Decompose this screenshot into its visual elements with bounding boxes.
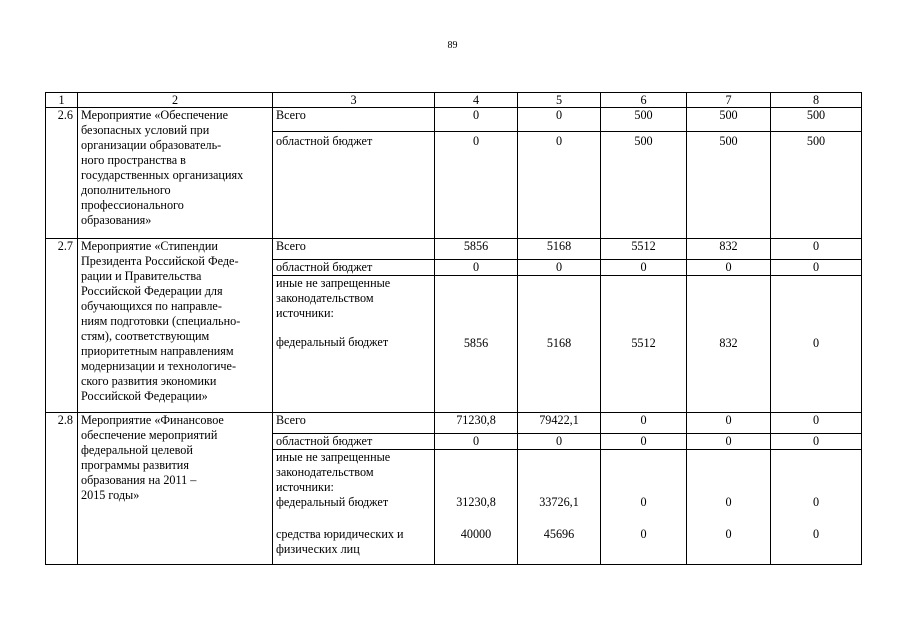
value-cell: 0 bbox=[518, 108, 601, 132]
source-cell bbox=[273, 276, 435, 413]
value-cell: 500 bbox=[771, 132, 862, 239]
value-cell: 0 bbox=[518, 132, 601, 239]
value: 0 bbox=[725, 527, 732, 541]
col-header: 1 bbox=[46, 93, 78, 108]
value-cell bbox=[601, 276, 687, 413]
measure-description: Мероприятие «Обеспечение безопасных условий при организации образователь- ного пространства в государственных организациях дополнительного профессионального образования» bbox=[78, 108, 273, 239]
value: 5168 bbox=[546, 336, 572, 350]
value: 832 bbox=[719, 336, 738, 350]
source-label: иные не запрещенные законодательством источники: bbox=[276, 450, 391, 494]
value-cell bbox=[518, 276, 601, 413]
page-number: 89 bbox=[447, 40, 458, 51]
col-header: 3 bbox=[273, 93, 435, 108]
value-cell: 0 bbox=[687, 413, 771, 434]
value-cell bbox=[435, 450, 518, 565]
value-cell: 5856 bbox=[435, 239, 518, 260]
col-header: 2 bbox=[78, 93, 273, 108]
value: 0 bbox=[640, 527, 647, 541]
value-cell: 5168 bbox=[518, 239, 601, 260]
value-cell: 0 bbox=[435, 132, 518, 239]
source-label: федеральный бюджет bbox=[276, 335, 389, 349]
value: 0 bbox=[812, 527, 820, 541]
value: 33726,1 bbox=[539, 495, 579, 509]
value-cell: 0 bbox=[518, 434, 601, 450]
source-label: Всего bbox=[273, 239, 435, 260]
value-cell: 832 bbox=[687, 239, 771, 260]
value-cell: 500 bbox=[687, 132, 771, 239]
col-header: 8 bbox=[771, 93, 862, 108]
value: 45696 bbox=[543, 527, 575, 541]
measure-description: Мероприятие «Финансовое обеспечение мероприятий федеральной целевой программы развития образования на 2011 – 2015 годы» bbox=[78, 413, 273, 565]
value-cell: 0 bbox=[687, 260, 771, 276]
value: 5856 bbox=[463, 336, 489, 350]
source-label: средства юридических и физических лиц bbox=[276, 527, 404, 556]
value: 31230,8 bbox=[456, 495, 496, 509]
col-header: 4 bbox=[435, 93, 518, 108]
value-cell: 0 bbox=[771, 434, 862, 450]
source-label: областной бюджет bbox=[273, 260, 435, 276]
value-cell: 0 bbox=[601, 413, 687, 434]
col-header: 7 bbox=[687, 93, 771, 108]
value: 0 bbox=[640, 495, 647, 509]
row-id: 2.6 bbox=[46, 108, 78, 239]
source-label: областной бюджет bbox=[273, 434, 435, 450]
source-label: Всего bbox=[273, 413, 435, 434]
value-cell: 0 bbox=[687, 434, 771, 450]
value-cell: 71230,8 bbox=[435, 413, 518, 434]
table-row bbox=[46, 108, 862, 132]
value: 0 bbox=[725, 495, 732, 509]
value-cell: 500 bbox=[601, 132, 687, 239]
source-cell bbox=[273, 450, 435, 565]
value: 5512 bbox=[631, 336, 656, 350]
value-cell bbox=[687, 450, 771, 565]
source-label: областной бюджет bbox=[273, 132, 435, 239]
row-id: 2.7 bbox=[46, 239, 78, 413]
value-cell: 0 bbox=[601, 434, 687, 450]
table-row bbox=[46, 413, 862, 434]
col-header: 5 bbox=[518, 93, 601, 108]
value: 40000 bbox=[460, 527, 492, 541]
value-cell: 0 bbox=[771, 260, 862, 276]
value-cell: 0 bbox=[601, 260, 687, 276]
row-id: 2.8 bbox=[46, 413, 78, 565]
value-cell: 0 bbox=[435, 108, 518, 132]
value-cell bbox=[601, 450, 687, 565]
value-cell bbox=[771, 276, 862, 413]
value-cell: 500 bbox=[771, 108, 862, 132]
value-cell: 0 bbox=[771, 239, 862, 260]
value-cell: 0 bbox=[518, 260, 601, 276]
value-cell bbox=[435, 276, 518, 413]
header-row bbox=[46, 93, 862, 108]
source-label: федеральный бюджет bbox=[276, 495, 389, 509]
source-label: Всего bbox=[273, 108, 435, 132]
measure-description: Мероприятие «Стипендии Президента Российской Феде- рации и Правительства Российской Федерации для обучающихся по направле- ниям подготовки (специально- стям), соответствующим приоритетным направлениям модернизации и технологиче- ского развития экономики Российской Федерации» bbox=[78, 239, 273, 413]
value-cell bbox=[518, 450, 601, 565]
col-header: 6 bbox=[601, 93, 687, 108]
table-row bbox=[46, 239, 862, 260]
value-cell: 0 bbox=[771, 413, 862, 434]
value-cell: 0 bbox=[435, 260, 518, 276]
value: 0 bbox=[812, 336, 820, 350]
value-cell: 79422,1 bbox=[518, 413, 601, 434]
value-cell: 5512 bbox=[601, 239, 687, 260]
value-cell: 0 bbox=[435, 434, 518, 450]
value: 0 bbox=[812, 495, 820, 509]
source-label: иные не запрещенные законодательством источники: bbox=[276, 276, 391, 320]
value-cell bbox=[687, 276, 771, 413]
value-cell bbox=[771, 450, 862, 565]
budget-table bbox=[45, 92, 862, 565]
value-cell: 500 bbox=[601, 108, 687, 132]
value-cell: 500 bbox=[687, 108, 771, 132]
